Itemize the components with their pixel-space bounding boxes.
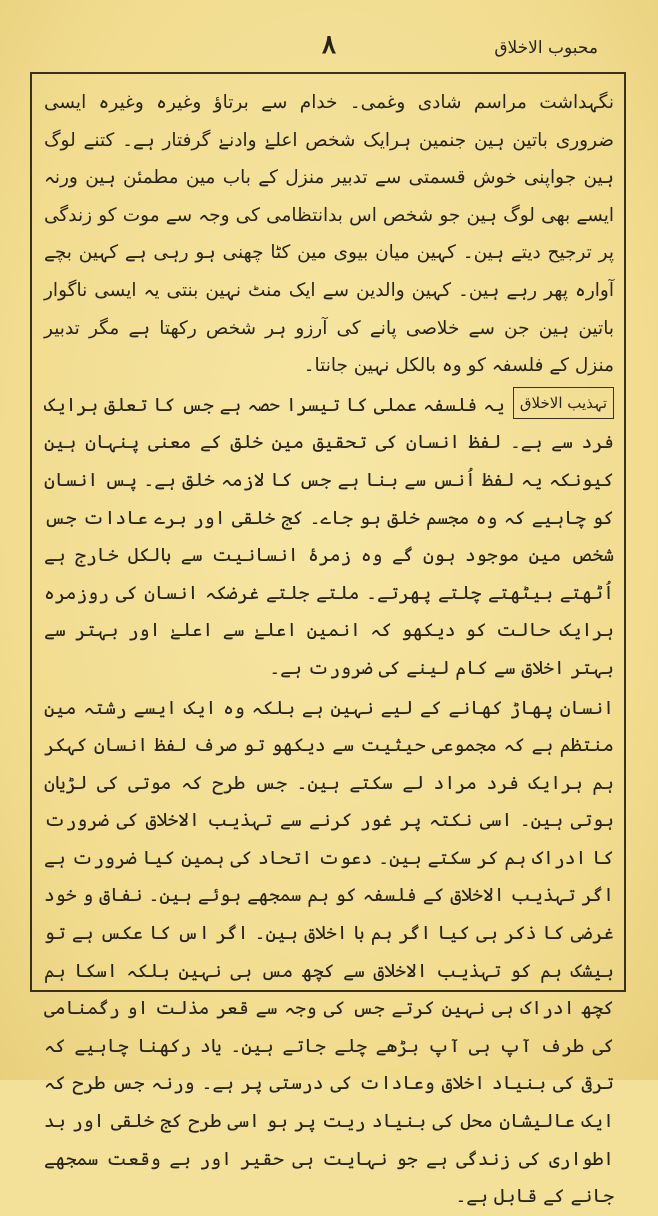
running-title: محبوب الاخلاق bbox=[494, 38, 598, 58]
body-text bbox=[44, 84, 614, 1216]
paragraph-refinement-of-morals bbox=[44, 387, 614, 688]
sidebar-heading-tahzib-ul-akhlaq: تہذیب الاخلاق bbox=[513, 387, 614, 419]
paragraph-refinement-text: یہ فلسفہ عملی کا تیسرا حصہ ہے جس کا تعلق ہرایک فرد سے ہے۔ لفظ انسان کی تحقیق مین خلق کے معنی پنہان ہین کیونکہ یہ لفظ اُنس سے بنا ہے جس کا لازمہ خلق ہے۔ پس انسان کو چاہیے کہ وہ مجسم خلق ہو جاے۔ کج خلقی اور برے عادات جس شخص مین موجود ہون گے وہ زمرۂ انسانیت سے بالکل خارج ہے اُٹھتے بیٹھتے چلتے پھرتے۔ ملتے جلتے غرضکہ انسان کی روزمرہ ہرایک حالت کو دیکھو کہ انمین اعلےٰ سے اعلےٰ اور بہتر سے بہتر اخلاق سے کام لینے کی ضرورت ہے۔ bbox=[44, 394, 614, 679]
page-number: ٨ bbox=[322, 30, 336, 60]
page-header bbox=[40, 30, 618, 66]
paragraph-human-bond: انسان پھاڑ کھانے کے لیے نہین ہے بلکہ وہ ایک ایسے رشتہ مین منتظم ہے کہ مجموعی حیثیت سے دیکھو تو صرف لفظ انسان کہکر ہم ہرایک فرد مراد لے سکتے ہین۔ جس طرح کہ موتی کی لڑیان ہوتی ہین۔ اسی نکتہ پر غور کرنے سے تہذیب الاخلاق کی ضرورت کا ادراک ہم کر سکتے ہین۔ دعوت اتحاد کی ہمین کیا ضرورت ہے اگر تہذیب الاخلاق کے فلسفہ کو ہم سمجھے ہوئے ہین۔ نفاق و خود غرضی کا ذکر ہی کیا اگر ہم با اخلاق ہین۔ اگر اس کا عکس ہے تو بیشک ہم کو تہذیب الاخلاق سے کچھ مس ہی نہین بلکہ اسکا ہم کچھ ادراک ہی نہین کرتے جس کی وجہ سے قعر مذلت او رگمنامی کی طرف آپ ہی آپ بڑھے چلے جاتے ہین۔ یاد رکھنا چاہیے کہ ترقی کی بنیاد اخلاق وعادات کی درستی پر ہے۔ ورنہ جس طرح کہ ایک عالیشان محل کی بنیاد ریت پر ہو اسی طرح کج خلقی اور بد اطواری کی زندگی ہے جو نہایت ہی حقیر اور بے وقعت سمجھے جانے کے قابل ہے۔ bbox=[44, 697, 614, 1208]
paragraph-household-management: نگہداشت مراسم شادی وغمی۔ خدام سے برتاؤ وغیرہ وغیرہ ایسی ضروری باتین ہین جنمین ہرایک شخص اعلےٰ وادنےٰ گرفتار ہے۔ کتنے لوگ ہین جواپنی خوش قسمتی سے تدبیر منزل کے باب مین مطمئن ہین ورنہ ایسے بھی لوگ ہین جو شخص اس بدانتظامی کی وجہ سے موت کو زندگی پر ترجیح دیتے ہین۔ کہین میان بیوی مین کٹا چھنی ہو رہی ہے کہین بچے آوارہ پھر رہے ہین۔ کہین والدین سے ایک منٹ نہین بنتی یہ ایسی ناگوار باتین ہین جن سے خلاصی پانے کی آرزو ہر شخص رکھتا ہے مگر تدبیر منزل کے فلسفہ کو وہ بالکل نہین جانتا۔ bbox=[44, 92, 614, 377]
